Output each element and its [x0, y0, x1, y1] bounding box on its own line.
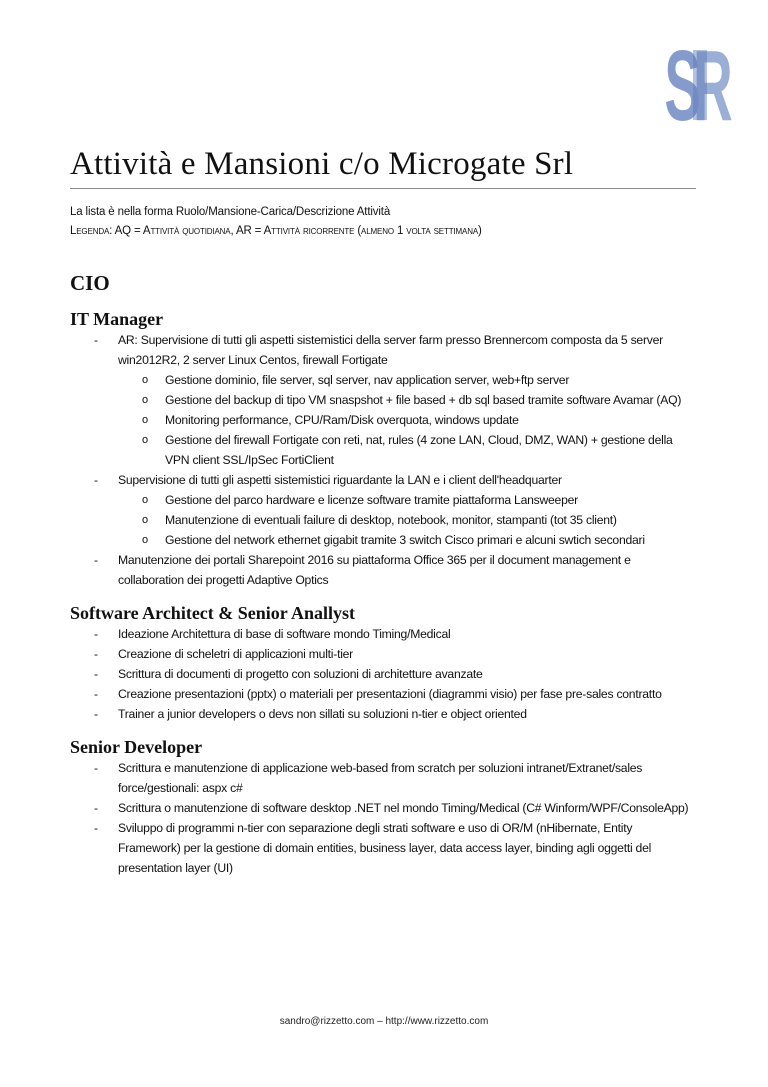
sr-logo — [660, 36, 750, 126]
task-list — [70, 330, 700, 590]
role-heading: Senior Developer — [70, 737, 203, 757]
task-item: - Ideazione Architettura di base di software mondo Timing/Medical — [70, 624, 690, 644]
task-item: - Scrittura e manutenzione di applicazione web-based from scratch per soluzioni intranet/Extranet/sales force/gestionali: aspx c# — [70, 758, 690, 798]
task-item: - Trainer a junior developers o devs non sillati su soluzioni n-tier e object oriented — [70, 704, 690, 724]
legend: Legenda: AQ = Attività quotidiana, AR = Attività ricorrente (almeno 1 volta settimana) — [70, 225, 482, 237]
sub-task-item: o Gestione del network ethernet gigabit tramite 3 switch Cisco primari e alcuni swtich secondari — [70, 530, 690, 550]
role-section — [70, 736, 700, 878]
svg-text:R: R — [693, 36, 733, 126]
sub-task-item: o Manutenzione di eventuali failure di desktop, notebook, monitor, stampanti (tot 35 client) — [70, 510, 690, 530]
role-heading: Software Architect & Senior Anallyst — [70, 603, 355, 623]
title-divider — [70, 188, 696, 189]
task-item: - Scrittura di documenti di progetto con soluzioni di architetture avanzate — [70, 664, 690, 684]
task-item: - Manutenzione dei portali Sharepoint 2016 su piattaforma Office 365 per il document management e collaboration dei progetti Adaptive Optics — [70, 550, 690, 590]
task-item: - Scrittura o manutenzione di software desktop .NET nel mondo Timing/Medical (C# Winform/WPF/ConsoleApp) — [70, 798, 690, 818]
task-list — [70, 758, 700, 878]
sub-task-item: o Gestione del backup di tipo VM snaspshot + file based + db sql based tramite software Avamar (AQ) — [70, 390, 690, 410]
role-section — [70, 602, 700, 724]
task-item: - AR: Supervisione di tutti gli aspetti sistemistici della server farm presso Brennercom composta da 5 server win2012R2, 2 server Linux Centos, firewall Fortigate — [70, 330, 690, 370]
role-section — [70, 308, 700, 590]
task-item: - Creazione di scheletri di applicazioni multi-tier — [70, 644, 690, 664]
sub-task-item: o Gestione dominio, file server, sql server, nav application server, web+ftp server — [70, 370, 690, 390]
sub-task-item: o Gestione del parco hardware e licenze software tramite piattaforma Lansweeper — [70, 490, 690, 510]
svg-text:S: S — [664, 36, 702, 126]
task-item: - Creazione presentazioni (pptx) o materiali per presentazioni (diagrammi visio) per fase pre-sales contratto — [70, 684, 690, 704]
document-title: Attività e Mansioni c/o Microgate Srl — [70, 146, 574, 182]
task-item: - Supervisione di tutti gli aspetti sistemistici riguardante la LAN e i client dell'headquarter — [70, 470, 690, 490]
sub-task-item: o Monitoring performance, CPU/Ram/Disk overquota, windows update — [70, 410, 690, 430]
task-list — [70, 624, 700, 724]
footer-contact: sandro@rizzetto.com – http://www.rizzetto.com — [279, 1016, 489, 1027]
task-item: - Sviluppo di programmi n-tier con separazione degli strati software e uso di OR/M (nHibernate, Entity Framework) per la gestione di domain entities, business layer, data access layer, binding agli oggetti del presentation layer (UI) — [70, 818, 690, 878]
sub-task-item: o Gestione del firewall Fortigate con reti, nat, rules (4 zone LAN, Cloud, DMZ, WAN) + gestione della VPN client SSL/IpSec FortiClient — [70, 430, 690, 470]
subtitle: La lista è nella forma Ruolo/Mansione-Carica/Descrizione Attività — [70, 206, 391, 218]
document-body — [70, 264, 700, 890]
role-heading: IT Manager — [70, 309, 164, 329]
cio-heading: CIO — [70, 271, 110, 295]
